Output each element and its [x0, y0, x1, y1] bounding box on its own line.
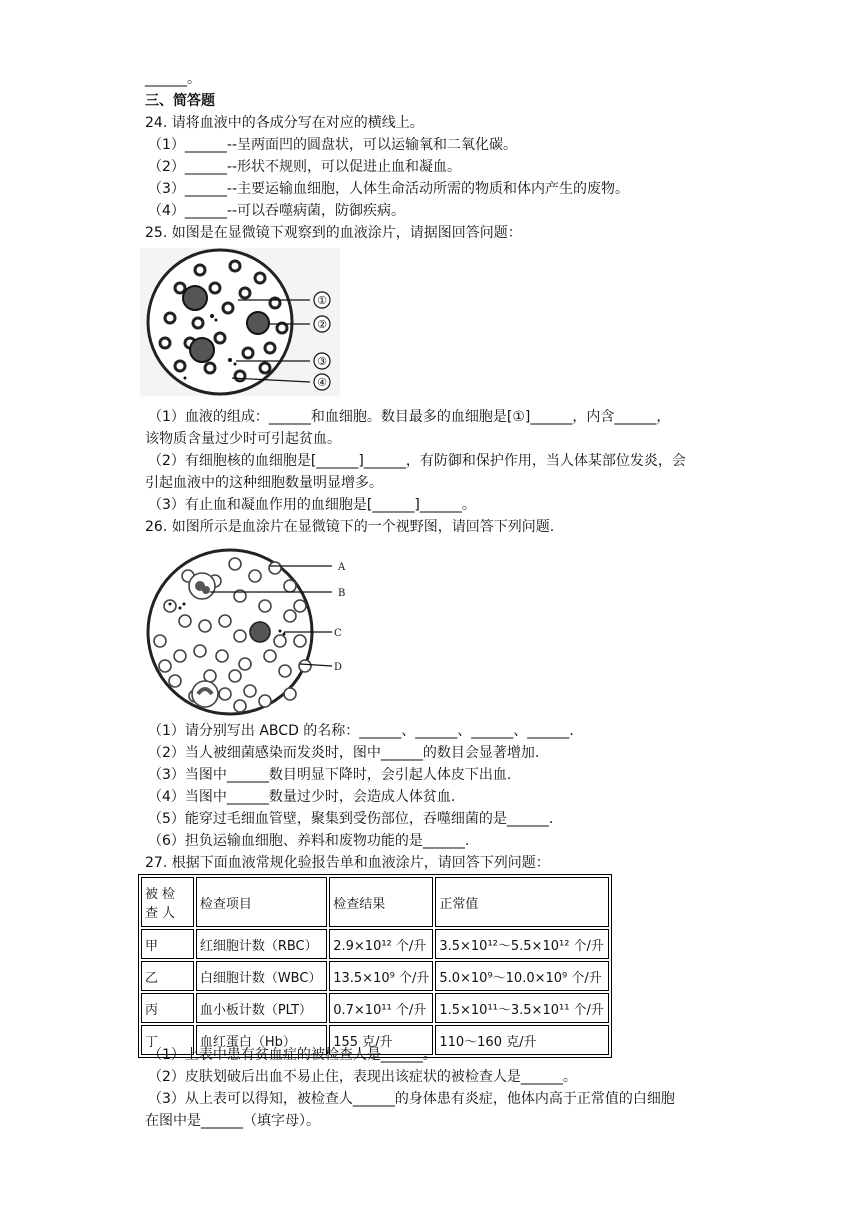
table-row — [141, 993, 609, 1023]
blood-test-report-table — [138, 874, 612, 1058]
table-cell: 1.5×10¹¹～3.5×10¹¹ 个/升 — [435, 993, 609, 1023]
q25-label-3: ③ — [317, 355, 327, 368]
q27-item-3-cont: 在图中是______（填字母）。 — [145, 1113, 320, 1129]
q26-label-c: C — [334, 628, 342, 639]
table-cell: 血红蛋白（Hb） — [196, 1025, 327, 1055]
table-cell: 3.5×10¹²～5.5×10¹² 个/升 — [435, 929, 609, 959]
q25-stem: 25. 如图是在显微镜下观察到的血液涂片，请据图回答问题： — [145, 225, 522, 241]
table-cell: 红细胞计数（RBC） — [196, 929, 327, 959]
table-header-cell: 检查结果 — [329, 877, 433, 927]
q26-item-2: （2）当人被细菌感染而发炎时，图中______的数目会显著增加. — [148, 745, 540, 761]
q26-item-6: （6）担负运输血细胞、养料和废物功能的是______. — [148, 833, 470, 849]
q25-white-blood-cell — [183, 286, 207, 310]
q26-label-d: D — [334, 662, 343, 673]
q25-item-2-cont: 引起血液中的这种细胞数量明显增多。 — [145, 475, 383, 491]
q25-item-3: （3）有止血和凝血作用的血细胞是[______]______。 — [148, 497, 476, 513]
table-row — [141, 929, 609, 959]
q26-cell-c — [250, 622, 270, 642]
q27-stem: 27. 根据下面血液常规化验报告单和血液涂片，请回答下列问题： — [145, 855, 550, 871]
previous-question-blank: ______。 — [145, 71, 201, 87]
table-cell: 0.7×10¹¹ 个/升 — [329, 993, 433, 1023]
q25-label-2: ② — [317, 318, 327, 331]
table-cell: 5.0×10⁹～10.0×10⁹ 个/升 — [435, 961, 609, 991]
table-cell: 乙 — [141, 961, 194, 991]
table-cell: 2.9×10¹² 个/升 — [329, 929, 433, 959]
q25-item-1-cont: 该物质含量过少时可引起贫血。 — [145, 431, 341, 447]
q24-stem: 24. 请将血液中的各成分写在对应的横线上。 — [145, 115, 424, 131]
table-cell: 甲 — [141, 929, 194, 959]
table-cell: 丙 — [141, 993, 194, 1023]
table-cell: 丁 — [141, 1025, 194, 1055]
q26-white-blood-cell — [192, 681, 218, 707]
q25-label-4: ④ — [317, 376, 327, 389]
q24-item-2: （2）______--形状不规则，可以促进止血和凝血。 — [148, 159, 462, 175]
q26-stem: 26. 如图所示是血涂片在显微镜下的一个视野图，请回答下列问题. — [145, 519, 555, 535]
table-cell: 110～160 克/升 — [435, 1025, 609, 1055]
q27-item-1: （1）上表中患有贫血症的被检查人是______。 — [148, 1047, 437, 1063]
q25-white-blood-cell — [190, 338, 214, 362]
q26-blood-smear-figure — [140, 546, 360, 718]
q25-item-2: （2）有细胞核的血细胞是[______]______，有防御和保护作用，当人体某部位发炎，会 — [148, 453, 686, 469]
table-header-cell: 被检查人 — [141, 877, 194, 927]
q27-item-3: （3）从上表可以得知，被检查人______的身体患有炎症，他体内高于正常值的白细胞 — [148, 1091, 675, 1107]
table-row — [141, 961, 609, 991]
q25-white-blood-cell — [247, 312, 269, 334]
q25-item-1: （1）血液的组成：______和血细胞。数目最多的血细胞是[①]______，内含______， — [148, 409, 671, 425]
table-cell: 13.5×10⁹ 个/升 — [329, 961, 433, 991]
table-header-cell: 检查项目 — [196, 877, 327, 927]
table-cell: 血小板计数（PLT） — [196, 993, 327, 1023]
table-cell: 白细胞计数（WBC） — [196, 961, 327, 991]
q25-label-1: ① — [317, 294, 327, 307]
q24-item-1: （1）______--呈两面凹的圆盘状，可以运输氧和二氧化碳。 — [148, 137, 518, 153]
table-header-row — [141, 877, 609, 927]
q26-item-4: （4）当图中______数量过少时，会造成人体贫血. — [148, 789, 456, 805]
q24-item-3: （3）______--主要运输血细胞，人体生命活动所需的物质和体内产生的废物。 — [148, 181, 630, 197]
q26-label-a: A — [338, 562, 346, 573]
table-header-cell: 正常值 — [435, 877, 609, 927]
q25-blood-smear-figure — [140, 248, 340, 396]
table-cell: 155 克/升 — [329, 1025, 433, 1055]
q24-item-4: （4）______--可以吞噬病菌，防御疾病。 — [148, 203, 406, 219]
q27-item-2: （2）皮肤划破后出血不易止住，表现出该症状的被检查人是______。 — [148, 1069, 577, 1085]
q26-item-3: （3）当图中______数目明显下降时，会引起人体皮下出血. — [148, 767, 512, 783]
section-title: 三、简答题 — [145, 93, 215, 109]
q26-item-1: （1）请分别写出 ABCD 的名称：______、______、______、______. — [148, 723, 574, 739]
q26-label-b: B — [338, 588, 346, 599]
q26-item-5: （5）能穿过毛细血管壁，聚集到受伤部位，吞噬细菌的是______. — [148, 811, 554, 827]
